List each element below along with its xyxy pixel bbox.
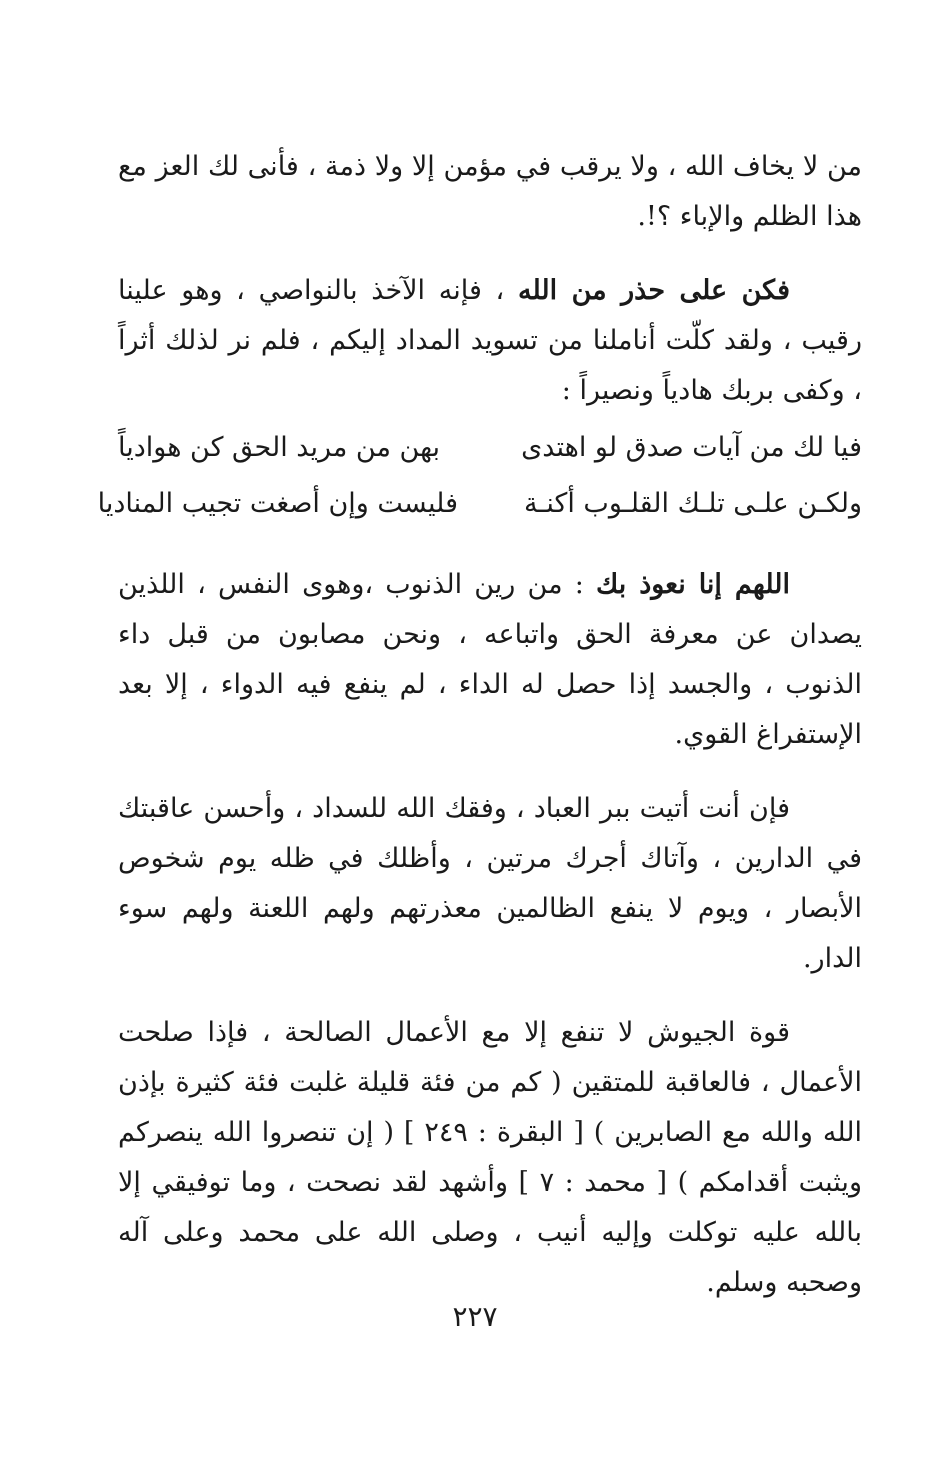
verse-2-first-hemistich: ولكـن علـى تلـك القلـوب أكنـة <box>523 488 862 519</box>
verse-line-2 <box>97 476 862 532</box>
verse-1-second-hemistich: بهن من مريد الحق كن هوادياً <box>118 432 441 463</box>
paragraph-2-lead: فكن على حذر من الله <box>517 275 790 306</box>
paragraph-2 <box>118 266 862 416</box>
paragraph-3 <box>118 560 862 760</box>
paragraph-5-text: قوة الجيوش لا تنفع إلا مع الأعمال الصالحة ، فإذا صلحت الأعمال ، فالعاقبة للمتقين ( كم من فئة قليلة غلبت فئة كثيرة بإذن الله والله مع الصابرين ) [ البقرة : ٢٤٩ ] ( إن تنصروا الله ينصركم ويثبت أقدامكم ) [ محمد : ٧ ] وأشهد لقد نصحت ، وما توفيقي إلا بالله عليه توكلت وإليه أنيب ، وصلى الله على محمد وعلى آله وصحبه وسلم. <box>118 1017 862 1298</box>
paragraph-2-text: ، فإنه الآخذ بالنواصي ، وهو علينا رقيب ، ولقد كلّت أناملنا من تسويد المداد إليكم ، فلم نر لذلك أثراً ، وكفى بربك هادياً ونصيراً : <box>118 275 862 406</box>
page-number: ٢٢٧ <box>452 1300 498 1333</box>
paragraph-1 <box>118 142 862 242</box>
paragraph-4 <box>118 784 862 984</box>
verse-line-1 <box>118 420 862 476</box>
page-body <box>97 142 862 1332</box>
verse-2-second-hemistich: فليست وإن أصغت تجيب المناديا <box>97 488 458 519</box>
paragraph-3-lead: اللهم إنا نعوذ بك <box>595 569 790 600</box>
paragraph-1-text: من لا يخاف الله ، ولا يرقب في مؤمن إلا ولا ذمة ، فأنى لك العز مع هذا الظلم والإباء ؟!. <box>118 151 862 232</box>
paragraph-5 <box>118 1008 862 1308</box>
paragraph-4-text: فإن أنت أتيت ببر العباد ، وفقك الله للسداد ، وأحسن عاقبتك في الدارين ، وآتاك أجرك مرتين ، وأظلك في ظله يوم شخوص الأبصار ، ويوم لا ينفع الظالمين معذرتهم ولهم اللعنة ولهم سوء الدار. <box>118 793 862 974</box>
verse-1-first-hemistich: فيا لك من آيات صدق لو اهتدى <box>521 432 862 463</box>
paragraph-3-text: : من رين الذنوب ،وهوى النفس ، اللذين يصدان عن معرفة الحق واتباعه ، ونحن مصابون من قبل داء الذنوب ، والجسد إذا حصل له الداء ، لم ينفع فيه الدواء ، إلا بعد الإستفراغ القوي. <box>118 569 862 750</box>
